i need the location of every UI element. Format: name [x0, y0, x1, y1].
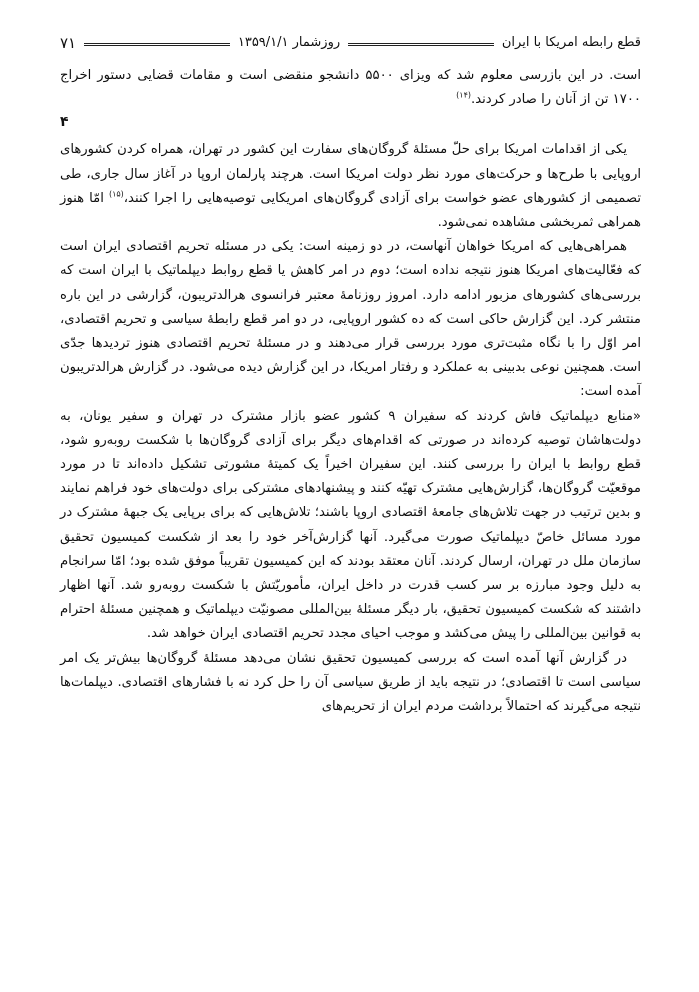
quote-paragraph: «منابع دیپلماتیک فاش کردند که سفیران ۹ کشور عضو بازار مشترک در تهران و سفیر یونان، به دولت‌هاشان توصیه کرده‌اند در صورتی که اقدام‌های دیگر برای آزادی گروگان‌ها با شکست روبه‌رو شود، قطع روابط با ایران را بررسی کنند. این سفیران اخیراً یک کمیتهٔ مشورتی تشکیل داده‌اند تا در مورد موقعیّت گروگان‌ها، گزارش‌هایی مشترک تهیّه کنند و پیشنهادهای مشترکی برای دولت‌های خود فراهم نمایند و بدین ترتیب در جهت تلاش‌های جامعهٔ اقتصادی اروپا باشند؛ تلاش‌هایی که برای برپایی یک جبههٔ مشترک در مورد مسائل خاصّ دیپلماتیک صورت می‌گیرد. آنها گزارش‌آخر خود را بعد از شکست کمیسیون تحقیق سازمان ملل در تهران، ارسال کردند. آنان معتقد بودند که این کمیسیون تقریباً موفق شده بود؛ امّا سرانجام به دلیل وجود مبارزه بر سر کسب قدرت در داخل ایران، مأموریّتش با شکست روبه‌رو شد. آنها اظهار داشتند که شکست کمیسیون تحقیق، بار دیگر مسئلهٔ بین‌المللی مصونیّت دیپلماتیک و همچنین مسئلهٔ احترام به قوانین بین‌المللی را پیش می‌کشد و موجب احیای مجدد تحریم اقتصادی ایران خواهد شد. [60, 408, 641, 642]
header-date: روزشمار ۱۳۵۹/۱/۱ [237, 35, 341, 50]
page-body [60, 64, 641, 719]
paragraph: یکی از اقدامات امریکا برای حلّ مسئلهٔ گروگان‌های سفارت این کشور در تهران، همراه کردن کشورهای اروپایی با طرح‌ها و حرکت‌های مورد نظر دولت امریکا است. هرچند پارلمان اروپا در آغاز سال جاری، طی تصمیمی از کشورهای عضو خواست برای آزادی گروگان‌های امریکایی توصیه‌هایی را اجرا کنند،$^{(۱۵)}$ امّا هنوز همراهی ثمربخشی مشاهده نمی‌شود. [60, 142, 642, 231]
page-number: ۷۱ [60, 34, 77, 52]
footnote-ref: (۱۵) [108, 189, 124, 199]
paragraph: است. در این بازرسی معلوم شد که ویزای ۵۵۰۰ دانشجو منقضی است و مقامات قضایی دستور اخراج ۱۷۰۰ تن از آنان را صادر کردند.$^{(۱۴)}$ [60, 68, 641, 108]
book-title: قطع رابطه امریکا با ایران [501, 35, 641, 50]
section-number: ۴ [60, 114, 69, 131]
paragraph: همراهی‌هایی که امریکا خواهان آنهاست، در دو زمینه است: یکی در مسئله تحریم اقتصادی ایران است که فعّالیت‌های امریکا هنوز نتیجه نداده است؛ دوم در امر کاهش یا قطع روابط دیپلماتیک با ایران است که بررسی‌های کشورهای مزبور ادامه دارد. امروز روزنامهٔ معتبر فرانسوی هرالدتریبون، گزارشی در این باره منتشر کرد. این گزارش حاکی است که ده کشور اروپایی، در دو امر قطع رابطهٔ سیاسی و تحریم اقتصادی، امر اوّل را با نگاه مثبت‌تری مورد بررسی قرار می‌دهند و در مسئلهٔ تحریم اقتصادی هنوز تردیدها جدّی است. همچنین نوعی بدبینی به عملکرد و رفتار امریکا، در این گزارش دیده می‌شود. در گزارش هرالدتریبون آمده است: [60, 239, 641, 400]
footnote-ref: (۱۴) [456, 90, 472, 100]
header-rule [84, 43, 230, 46]
header-rule [348, 43, 494, 46]
paragraph: در گزارش آنها آمده است که بررسی کمیسیون تحقیق نشان می‌دهد مسئلهٔ گروگان‌ها بیش‌تر یک امر سیاسی است تا اقتصادی؛ در نتیجه باید از طریق سیاسی آن را حل کرد نه با فشارهای اقتصادی. دیپلمات‌ها نتیجه می‌گیرند که احتمالاً برداشت مردم ایران از تحریم‌های [60, 650, 641, 715]
running-header [60, 28, 641, 52]
